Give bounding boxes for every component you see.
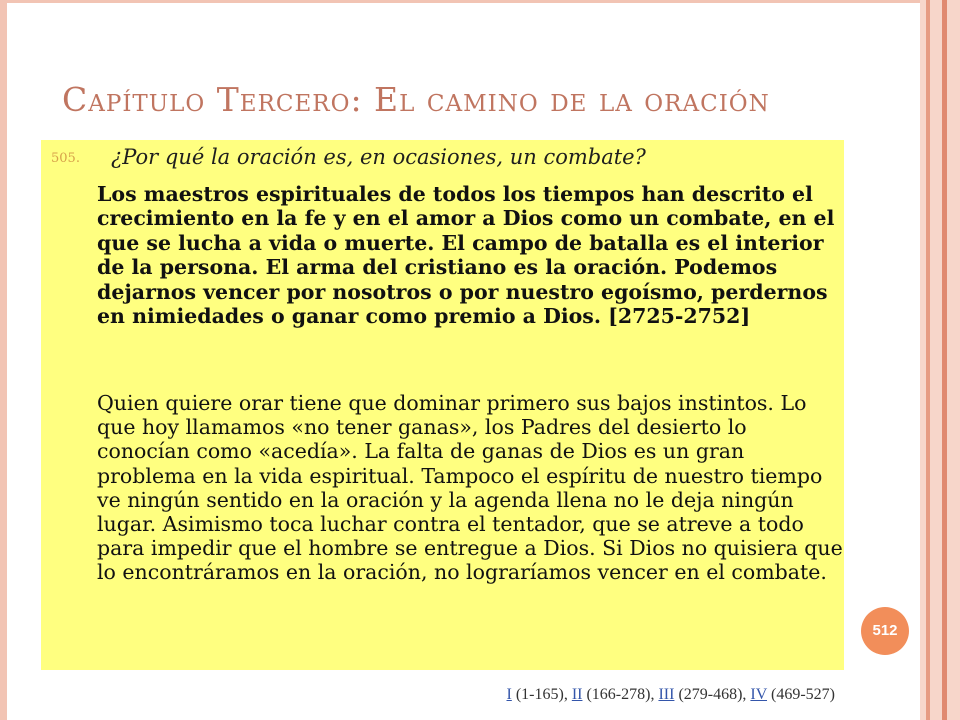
nav-link-part-3[interactable]: III: [658, 686, 675, 703]
top-frame-border: [0, 0, 920, 3]
question-text: ¿Por qué la oración es, en ocasiones, un combate?: [111, 145, 646, 169]
page-number-badge: 512: [861, 607, 909, 655]
right-decorative-stripes: [920, 0, 960, 720]
nav-range-part-2: (166-278),: [582, 686, 659, 703]
section-navigation: [0, 686, 835, 704]
slide-title: Capítulo Tercero: El camino de la oración: [62, 80, 770, 119]
question-number: 505.: [51, 151, 80, 166]
content-box: [41, 140, 844, 670]
commentary-paragraph: Quien quiere orar tiene que dominar primero sus bajos instintos. Lo que hoy llamamos «no tener ganas», los Padres del desierto lo conocían como «acedía». La falta de ganas de Dios es un gran problema en la vida espiritual. Tampoco el espíritu de nuestro tiempo ve ningún sentido en la oración y la agenda llena no le deja ningún lugar. Asimismo toca luchar contra el tentador, que se atreve a todo para impedir que el hombre se entregue a Dios. Si Dios no quisiera que lo encontráramos en la oración, no lograríamos vencer en el combate.: [97, 391, 843, 585]
left-frame-border: [0, 0, 7, 720]
nav-link-part-1[interactable]: I: [506, 686, 512, 703]
nav-link-part-4[interactable]: IV: [750, 686, 768, 703]
nav-range-part-3: (279-468),: [674, 686, 751, 703]
nav-range-part-1: (1-165),: [511, 686, 572, 703]
nav-range-part-4: (469-527): [767, 686, 835, 703]
nav-link-part-2[interactable]: II: [571, 686, 583, 703]
answer-text: Los maestros espirituales de todos los tiempos han descrito el crecimiento en la fe y en el amor a Dios como un combate, en el que se lucha a vida o muerte. El campo de batalla es el interior de la persona. El arma del cristiano es la oración. Podemos dejarnos vencer por nosotros o por nuestro egoísmo, perdernos en nimiedades o ganar como premio a Dios. [2725-2752]: [97, 182, 835, 329]
